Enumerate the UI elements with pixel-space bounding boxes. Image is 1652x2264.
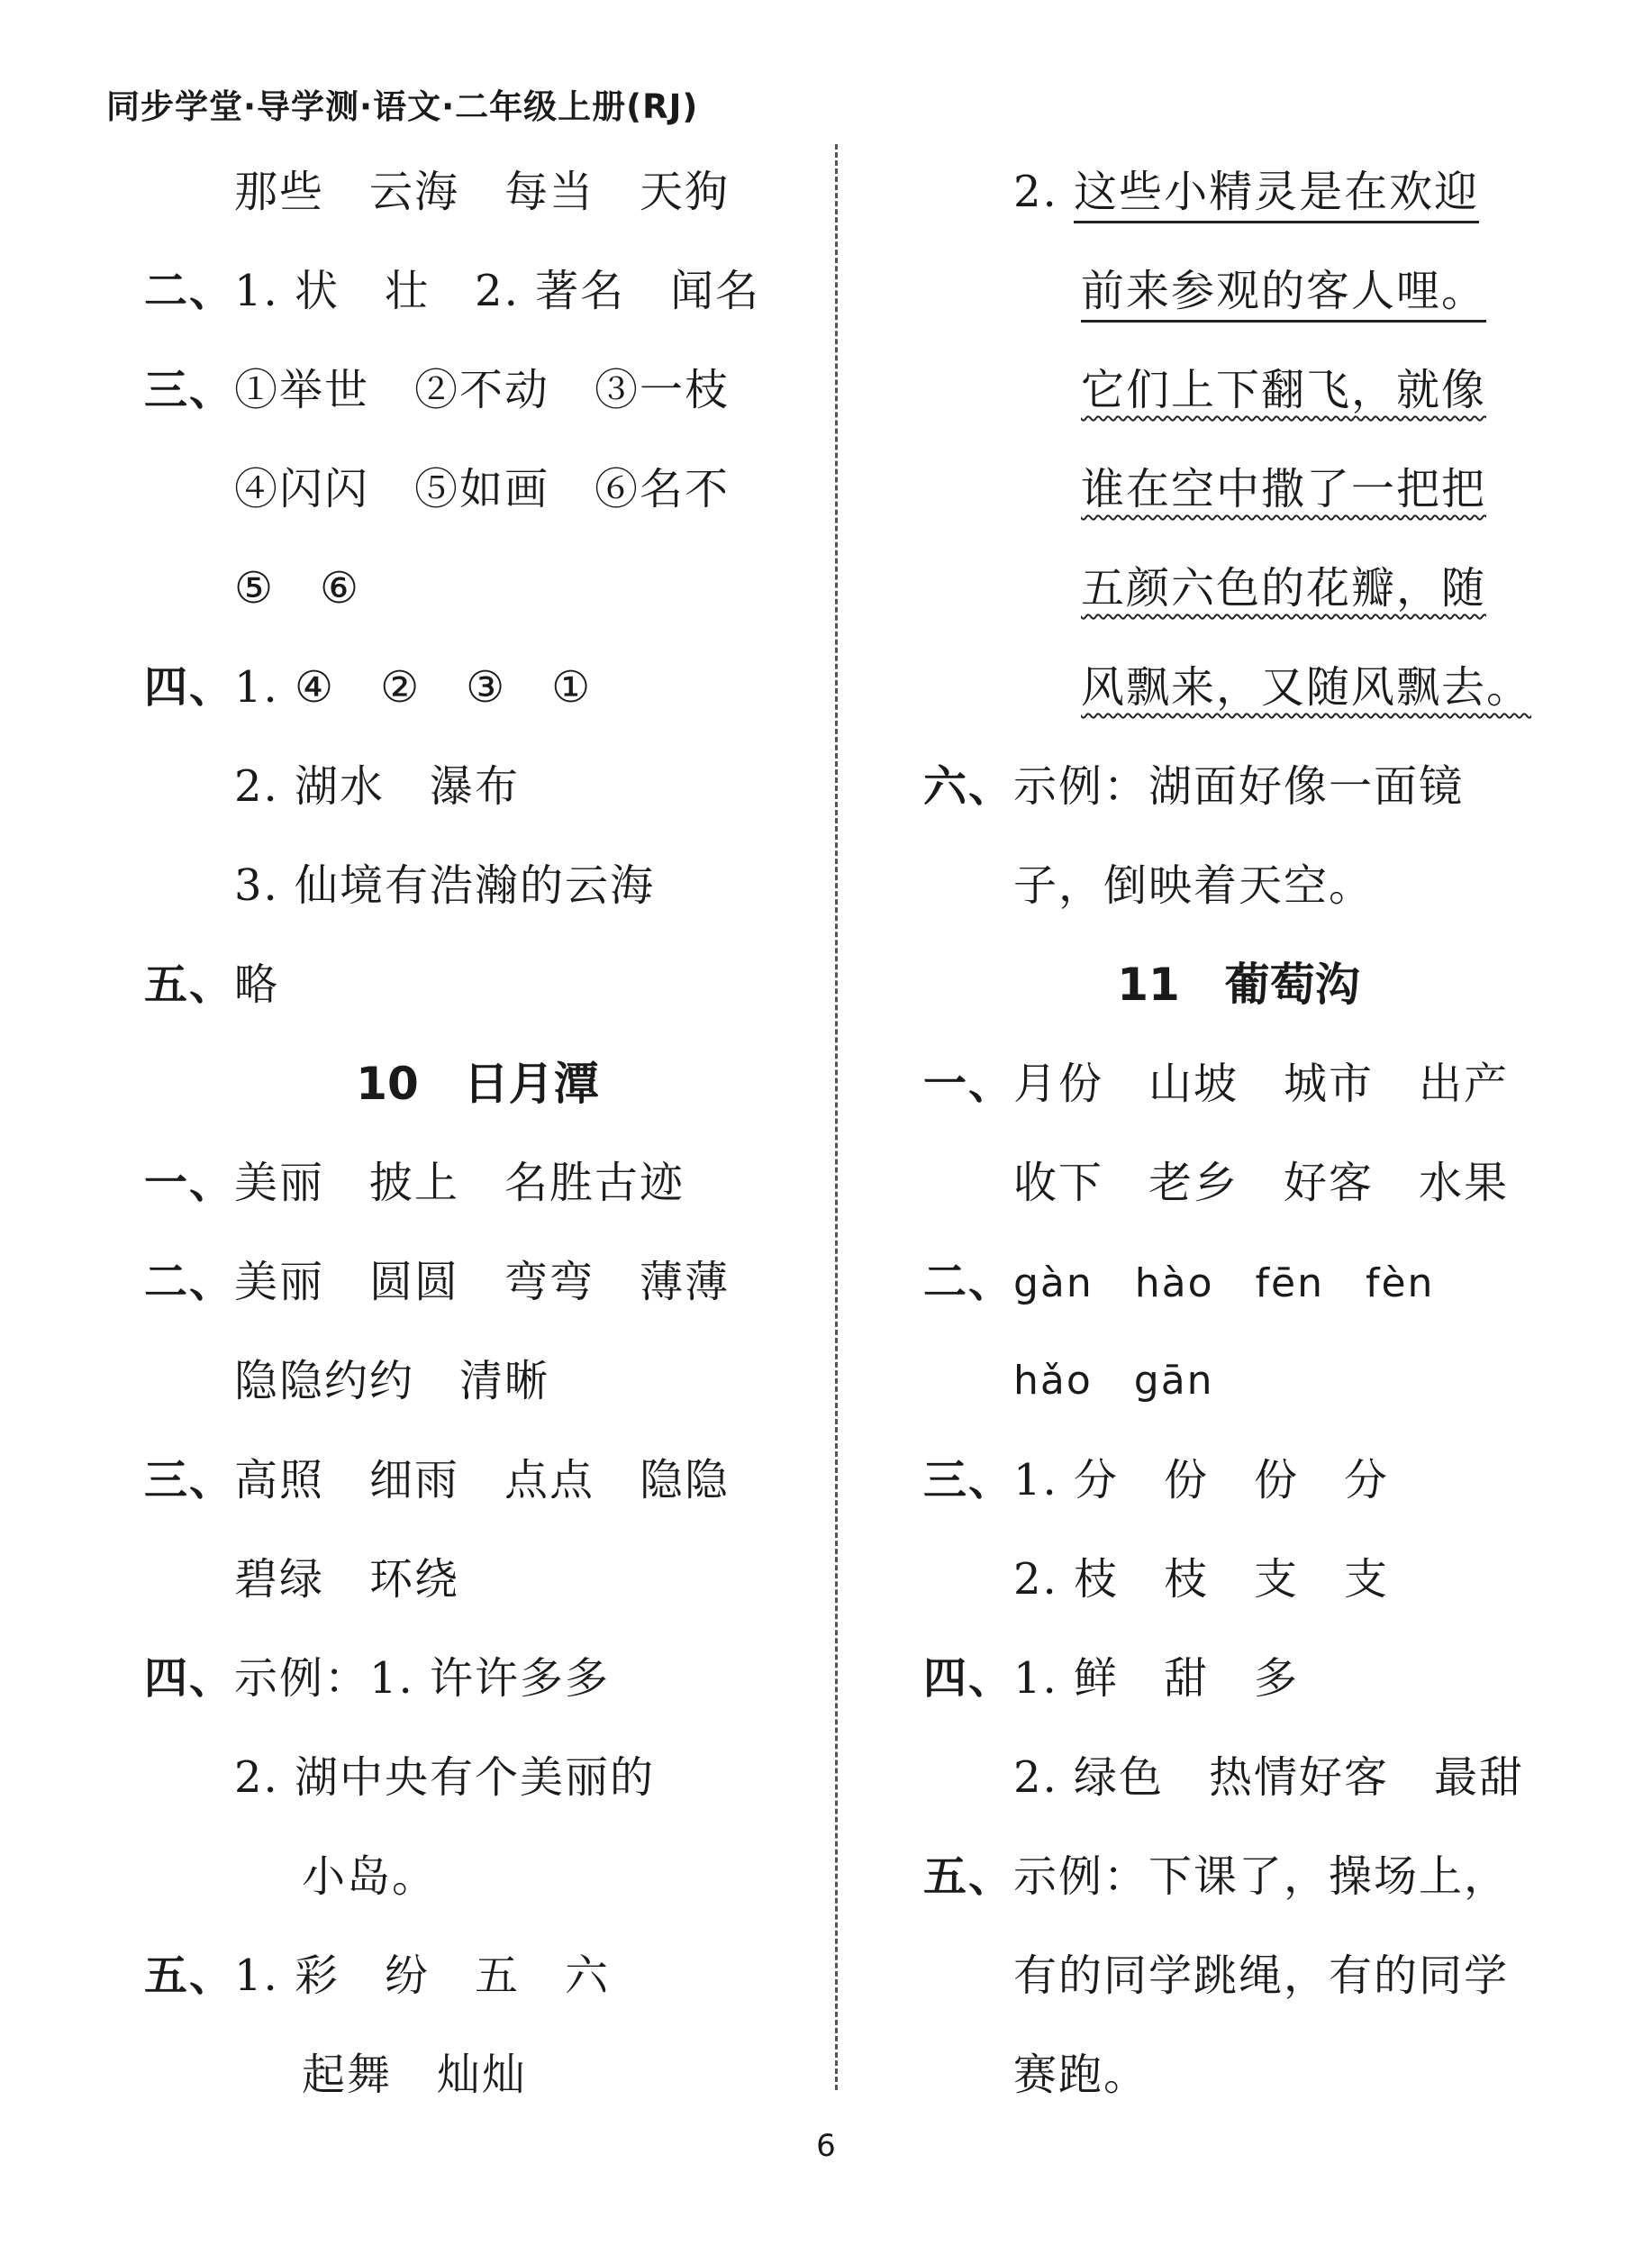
answer-text: 1. 彩 纷 五 六 [234, 1950, 611, 2001]
answer-line [144, 1232, 811, 1332]
answer-line: 3. 仙境有浩瀚的云海 [234, 860, 656, 911]
page-number: 6 [816, 2128, 836, 2164]
answer-line [923, 737, 1554, 836]
section-number: 二、 [923, 1257, 1014, 1307]
answer-text: 示例：下课了，操场上， [1013, 1851, 1510, 1902]
lesson-title: 10 日月潭 [356, 1058, 599, 1110]
answer-line [923, 539, 1554, 638]
lesson-title: 11 葡萄沟 [1117, 959, 1360, 1011]
section-number: 五、 [144, 959, 235, 1010]
item-number: 2. [1013, 167, 1075, 217]
answer-text: ①举世 ②不动 ③一枝 [234, 365, 731, 415]
answer-line: 赛跑。 [1013, 2050, 1149, 2100]
answer-text: 示例：湖面好像一面镜 [1013, 761, 1465, 812]
answer-line [144, 1629, 811, 1728]
answer-line: 收下 老乡 好客 水果 [1013, 1158, 1510, 1208]
wavy-underlined-sentence: 五颜六色的花瓣，随 [1081, 563, 1487, 614]
answer-line: 碧绿 环绕 [234, 1554, 460, 1605]
answer-text: 高照 细雨 点点 隐隐 [234, 1455, 731, 1505]
answer-line: ⑤ ⑥ [234, 563, 361, 614]
answer-line [144, 341, 811, 440]
answer-text: 略 [234, 959, 280, 1010]
answer-line [144, 935, 811, 1034]
answer-line: 隐隐约约 清晰 [234, 1356, 550, 1406]
column-divider [835, 144, 838, 2090]
underlined-sentence: 前来参观的客人哩。 [1081, 266, 1486, 323]
section-number: 一、 [923, 1059, 1014, 1109]
right-column [923, 142, 1554, 2124]
wavy-underlined-sentence: 风飘来，又随风飘去。 [1081, 662, 1532, 713]
answer-line: 小岛。 [302, 1851, 438, 1902]
answer-text: 美丽 圆圆 弯弯 薄薄 [234, 1257, 731, 1307]
answer-line [923, 1431, 1554, 1530]
answer-line [144, 1926, 811, 2025]
answer-line: 2. 湖中央有个美丽的 [234, 1752, 656, 1803]
answer-line [923, 1232, 1554, 1332]
left-column [144, 142, 811, 2124]
section-number: 三、 [144, 365, 235, 415]
answer-text: 1. 状 壮 2. 著名 闻名 [234, 266, 761, 316]
wavy-underlined-sentence: 谁在空中撒了一把把 [1081, 464, 1487, 514]
section-number: 五、 [144, 1950, 235, 2001]
section-number: 三、 [923, 1455, 1014, 1505]
answer-line [923, 1629, 1554, 1728]
answer-line [923, 142, 1554, 241]
answer-line: 2. 枝 枝 支 支 [1013, 1554, 1390, 1605]
answer-text: 示例：1. 许许多多 [234, 1653, 611, 1704]
answer-text: 美丽 披上 名胜古迹 [234, 1158, 685, 1208]
wavy-underlined-sentence: 它们上下翻飞，就像 [1081, 365, 1487, 415]
answer-line: ④闪闪 ⑤如画 ⑥名不 [234, 464, 731, 514]
answer-line [144, 1133, 811, 1232]
answer-line: 有的同学跳绳，有的同学 [1013, 1950, 1510, 2001]
page-header: 同步学堂·导学测·语文·二年级上册(RJ) [106, 87, 699, 126]
answer-line: 2. 湖水 瀑布 [234, 761, 521, 812]
answer-line [923, 1827, 1554, 1926]
section-number: 三、 [144, 1455, 235, 1505]
section-number: 四、 [923, 1653, 1014, 1704]
section-number: 一、 [144, 1158, 235, 1208]
section-number: 六、 [923, 761, 1014, 812]
underlined-sentence: 这些小精灵是在欢迎 [1074, 167, 1479, 223]
answer-text: 1. 鲜 甜 多 [1013, 1653, 1300, 1704]
section-number: 二、 [144, 266, 235, 316]
pinyin-text: gàn hào fēn fèn [1013, 1260, 1435, 1306]
answer-line [923, 1034, 1554, 1133]
answer-text: 1. ④ ② ③ ① [234, 662, 593, 713]
answer-line: 2. 绿色 热情好客 最甜 [1013, 1752, 1525, 1803]
answer-line [144, 241, 811, 341]
answer-line [923, 440, 1554, 539]
answer-text: 1. 分 份 份 分 [1013, 1455, 1390, 1505]
section-number: 四、 [144, 662, 235, 713]
answer-line [144, 638, 811, 737]
section-number: 五、 [923, 1851, 1014, 1902]
section-number: 四、 [144, 1653, 235, 1704]
pinyin-line: hǎo gān [1013, 1358, 1214, 1404]
answer-line: 起舞 灿灿 [302, 2050, 528, 2100]
answer-line [144, 1431, 811, 1530]
answer-line [923, 241, 1554, 341]
answer-line: 子，倒映着天空。 [1013, 860, 1375, 911]
section-number: 二、 [144, 1257, 235, 1307]
answer-line: 那些 云海 每当 天狗 [234, 167, 731, 217]
answer-line [923, 341, 1554, 440]
answer-line [923, 638, 1554, 737]
answer-text: 月份 山坡 城市 出产 [1013, 1059, 1510, 1109]
